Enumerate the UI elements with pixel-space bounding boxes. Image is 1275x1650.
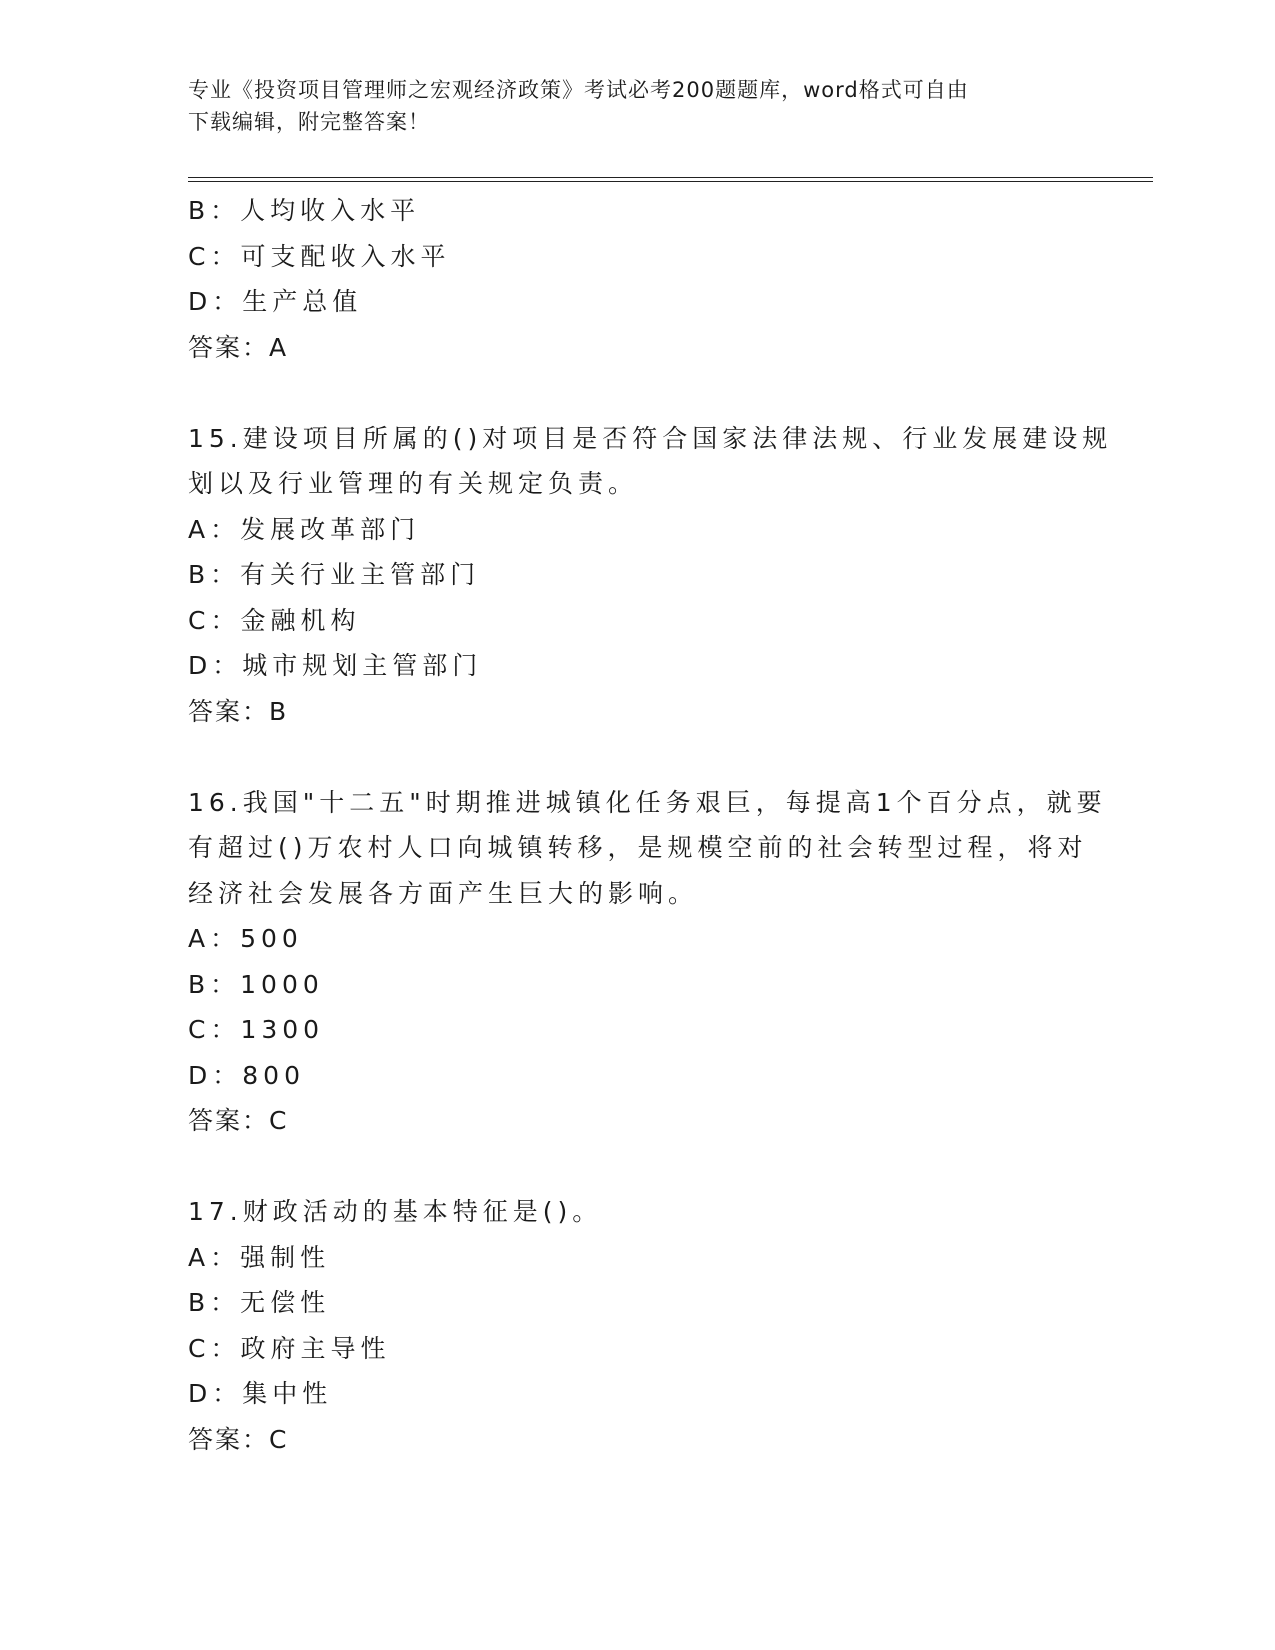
option-b: B：人均收入水平 [188,196,421,225]
answer-line: 答案：C [188,1106,289,1135]
question-15 [188,416,1113,735]
option-b: B：有关行业主管部门 [188,560,481,589]
option-c: C：1300 [188,1015,325,1044]
question-17 [188,1189,1088,1462]
header-line-2: 下载编辑，附完整答案！ [188,110,430,134]
spacer [188,370,1088,416]
question-text-line: 划以及行业管理的有关规定负责。 [188,469,639,498]
option-a: A：500 [188,924,303,953]
answer-line: 答案：A [188,332,289,362]
option-a: A：强制性 [188,1242,331,1272]
header-divider [188,177,1153,182]
question-16 [188,780,1107,1144]
answer-line: 答案：B [188,696,289,726]
document-body [188,188,1113,1462]
option-d: D：集中性 [188,1379,333,1408]
option-d: D：城市规划主管部门 [188,651,483,680]
option-c: C：金融机构 [188,605,361,635]
question-prev [188,188,1088,370]
question-text-line: 经济社会发展各方面产生巨大的影响。 [188,878,699,908]
header-line-1: 专业《投资项目管理师之宏观经济政策》考试必考200题题库，word格式可自由 [188,78,969,102]
option-c: C：政府主导性 [188,1333,391,1363]
question-text-line: 15.建设项目所属的()对项目是否符合国家法律法规、行业发展建设规 [188,423,1113,453]
option-d: D：生产总值 [188,287,363,316]
option-d: D：800 [188,1060,305,1090]
option-b: B：1000 [188,969,324,999]
document-header [188,74,1088,138]
question-text-line: 有超过()万农村人口向城镇转移，是规模空前的社会转型过程，将对 [188,833,1088,862]
spacer [188,1144,1088,1190]
spacer [188,734,1088,780]
answer-line: 答案：C [188,1424,289,1454]
question-text-line: 17.财政活动的基本特征是()。 [188,1197,603,1226]
option-c: C：可支配收入水平 [188,241,451,271]
question-text-line: 16.我国"十二五"时期推进城镇化任务艰巨，每提高1个百分点，就要 [188,787,1107,817]
option-b: B：无偿性 [188,1288,331,1317]
option-a: A：发展改革部门 [188,514,421,544]
